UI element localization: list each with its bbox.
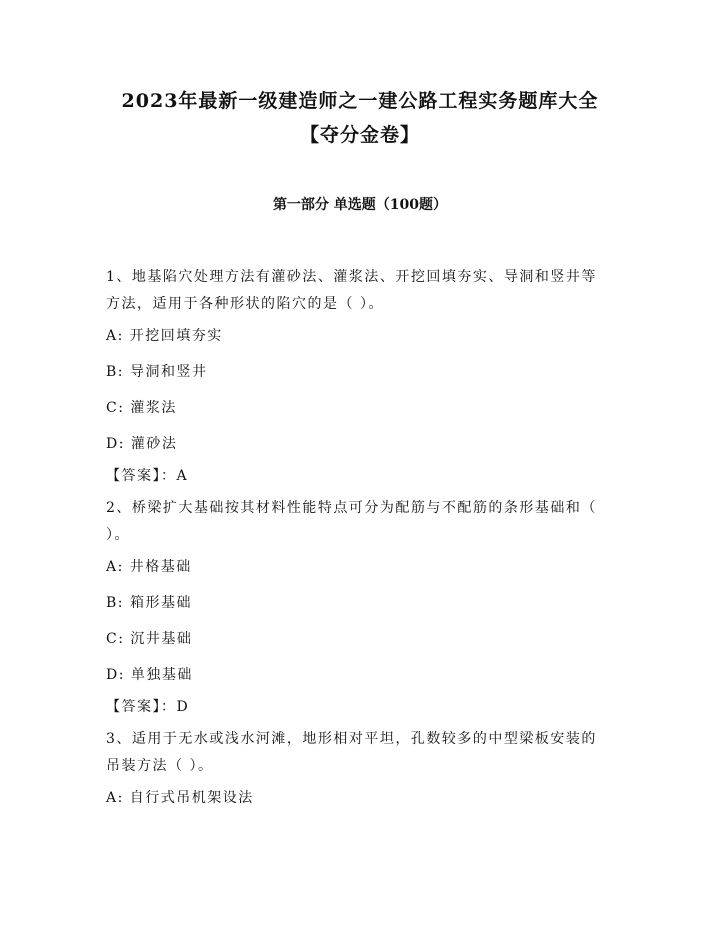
question-list [106, 264, 612, 821]
section-heading: 第一部分 单选题（100题） [272, 197, 448, 213]
title-line-1: 2023年最新一级建造师之一建公路工程实务题库大全 [121, 90, 599, 112]
option-d: D: 灌砂法 [106, 436, 178, 452]
answer-key: 【答案】：A [106, 468, 189, 484]
question-stem: 3、适用于无水或浅水河滩，地形相对平坦，孔数较多的中型梁板安装的吊装方法（ ）。 [106, 731, 597, 774]
document-title [60, 84, 660, 152]
answer-key: 【答案】：D [106, 699, 190, 715]
option-c: C: 沉井基础 [106, 631, 193, 647]
question-2 [106, 495, 612, 721]
option-b: B: 箱形基础 [106, 595, 192, 611]
option-a: A: 开挖回填夯实 [106, 328, 223, 344]
option-c: C: 灌浆法 [106, 400, 177, 416]
option-b: B: 导洞和竖井 [106, 364, 208, 380]
question-stem: 2、桥梁扩大基础按其材料性能特点可分为配筋与不配筋的条形基础和（ ）。 [106, 500, 597, 543]
option-a: A: 自行式吊机架设法 [106, 790, 254, 806]
question-1 [106, 264, 612, 490]
option-a: A: 井格基础 [106, 559, 192, 575]
question-stem: 1、地基陷穴处理方法有灌砂法、灌浆法、开挖回填夯实、导洞和竖井等方法，适用于各种形状的陷穴的是（ ）。 [106, 269, 597, 312]
question-3 [106, 726, 612, 812]
title-line-2: 【夺分金卷】 [299, 124, 420, 146]
option-d: D: 单独基础 [106, 667, 193, 683]
